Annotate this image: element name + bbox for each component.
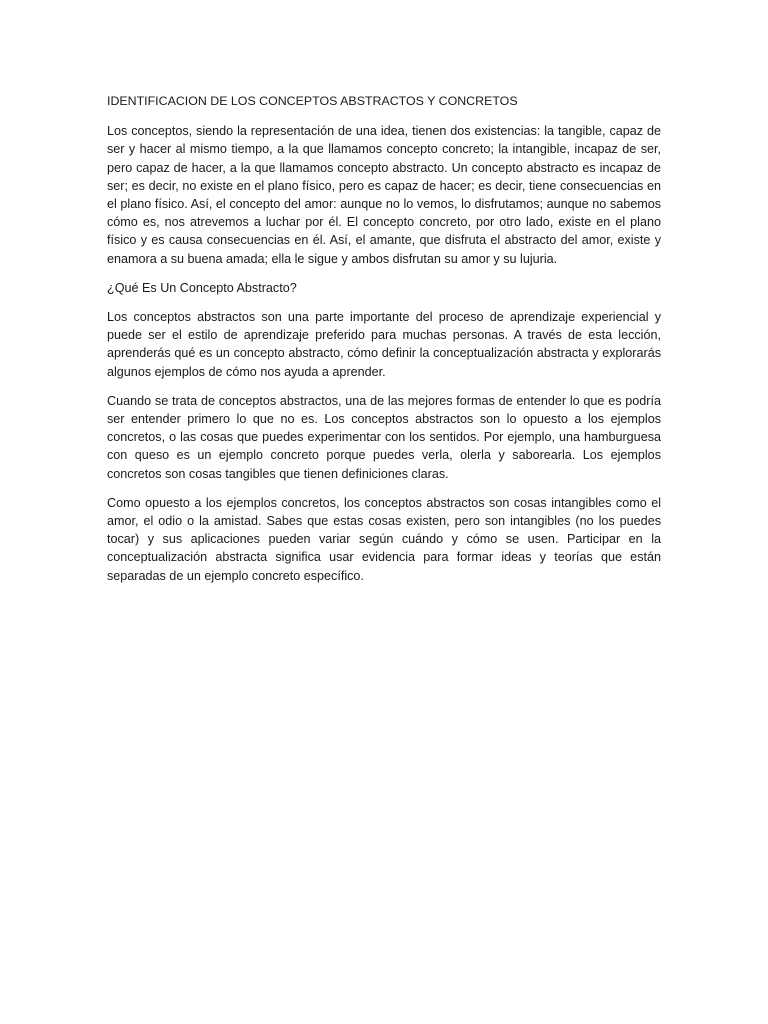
document-body [107, 92, 661, 596]
document-title: IDENTIFICACION DE LOS CONCEPTOS ABSTRACTOS Y CONCRETOS [107, 94, 518, 108]
paragraph-intro: Los conceptos, siendo la representación de una idea, tienen dos existencias: la tangible, capaz de ser y hacer al mismo tiempo, a la que llamamos concepto concreto; la intangible, incapaz de ser, pero capaz de hacer, a la que llamamos concepto abstracto. Un concepto abstracto es incapaz de ser; es decir, no existe en el plano físico, pero es capaz de hacer; es decir, tiene consecuencias en el plano físico. Así, el concepto del amor: aunque no lo vemos, lo disfrutamos; aunque no sabemos cómo es, nos atrevemos a luchar por él. El concepto concreto, por otro lado, existe en el plano físico y es causa consecuencias en él. Así, el amante, que disfruta el abstracto del amor, existe y enamora a su buena amada; ella le sigue y ambos disfrutan su amor y su lujuria. [107, 124, 661, 266]
paragraph-concrete-examples: Cuando se trata de conceptos abstractos, una de las mejores formas de entender lo que es podría ser entender primero lo que no es. Los conceptos abstractos son lo opuesto a los ejemplos concretos, o las cosas que puedes experimentar con los sentidos. Por ejemplo, una hamburguesa con queso es un ejemplo concreto porque puedes verla, olerla y saborearla. Los ejemplos concretos son cosas tangibles que tienen definiciones claras. [107, 393, 661, 481]
paragraph-abstract-examples: Como opuesto a los ejemplos concretos, los conceptos abstractos son cosas intangibles como el amor, el odio o la amistad. Sabes que estas cosas existen, pero son intangibles (no los puedes tocar) y sus aplicaciones pueden variar según cuándo y cómo se usen. Participar en la conceptualización abstracta significa usar evidencia para formar ideas y teorías que están separadas de un ejemplo concreto específico. [107, 495, 661, 583]
section-heading: ¿Qué Es Un Concepto Abstracto? [107, 280, 297, 295]
paragraph-learning: Los conceptos abstractos son una parte importante del proceso de aprendizaje experiencial y puede ser el estilo de aprendizaje preferido para muchas personas. A través de esta lección, aprenderás qué es un concepto abstracto, cómo definir la conceptualización abstracta y explorarás algunos ejemplos de cómo nos ayuda a aprender. [107, 310, 661, 379]
